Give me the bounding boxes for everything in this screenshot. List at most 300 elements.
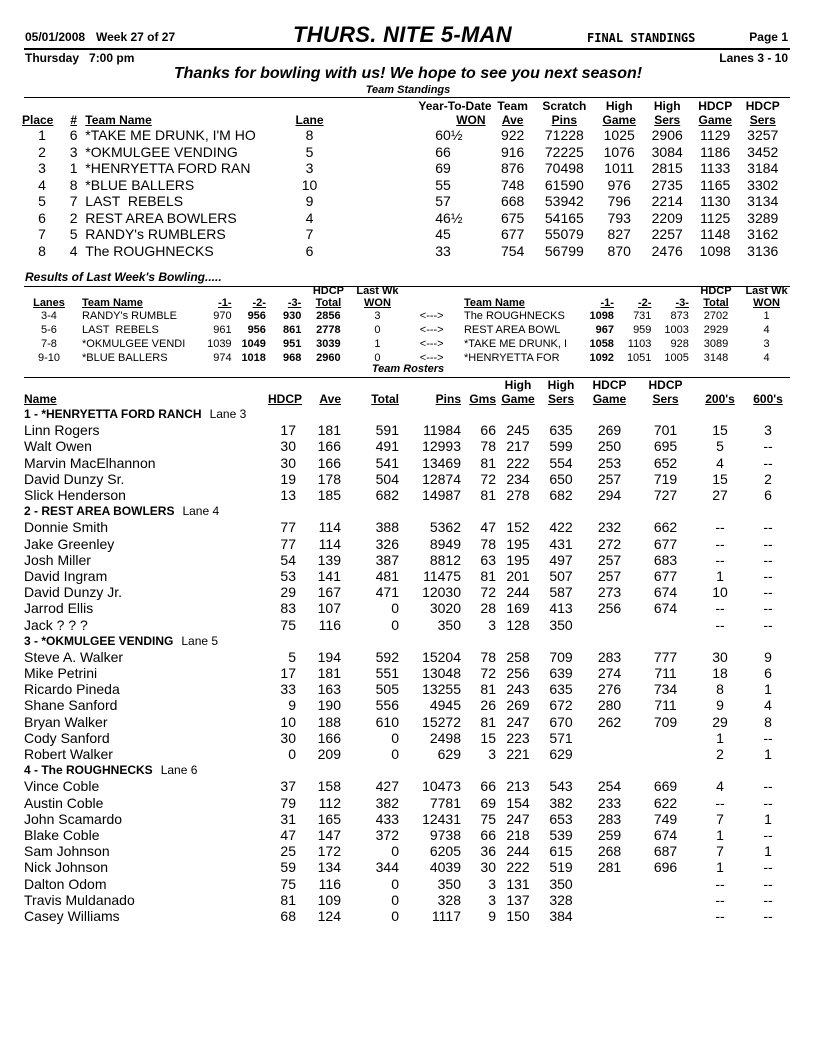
player-200s-cell: -- [715, 551, 725, 568]
player-200s-cell: -- [715, 794, 725, 811]
player-high-game-cell: 247 [506, 810, 530, 827]
player-hdcp-cell: 25 [280, 843, 296, 860]
place-cell: 3 [38, 160, 46, 177]
player-high-game-cell: 218 [506, 826, 530, 843]
player-200s-cell: 1 [716, 567, 724, 584]
player-pins-cell: 13255 [422, 681, 461, 698]
high-series-cell: 2476 [651, 242, 683, 259]
team-b-game3-cell: 1003 [664, 324, 689, 336]
player-hdcp-series-cell: 622 [653, 794, 678, 811]
player-name-cell: Steve A. Walker [24, 648, 124, 665]
roster-team-lane: Lane 4 [182, 504, 220, 519]
player-high-game-cell: 131 [506, 875, 530, 892]
player-600s-cell: 1 [764, 681, 772, 698]
player-high-series-cell: 650 [549, 470, 573, 487]
col-hdcpg: Game [698, 113, 732, 127]
player-600s-cell: -- [763, 891, 773, 908]
col-lane: Lane [295, 113, 324, 127]
player-games-cell: 47 [480, 519, 496, 536]
player-high-series-cell: 497 [549, 551, 573, 568]
player-name-cell: Slick Henderson [24, 487, 126, 504]
player-pins-cell: 6205 [429, 843, 461, 860]
roster-player-row [24, 795, 790, 811]
team-b-game1-cell: 1092 [589, 352, 614, 364]
player-high-game-cell: 258 [506, 648, 530, 665]
player-total-cell: 388 [375, 519, 399, 536]
won-cell: 33 [435, 242, 451, 259]
hdcp-series-cell: 3257 [747, 127, 779, 144]
col-scratch: Pins [551, 113, 578, 127]
player-hdcp-game-cell [582, 746, 637, 762]
standings-rule [24, 97, 790, 98]
player-pins-cell: 12993 [422, 438, 461, 455]
roster-player-row [24, 422, 790, 438]
high-series-cell: 2815 [651, 160, 683, 177]
player-high-game-cell: 213 [506, 778, 530, 795]
team-b-game3-cell: 873 [670, 310, 689, 322]
team-a-won-cell: 3 [374, 310, 381, 322]
player-total-cell: 682 [375, 487, 399, 504]
high-game-cell: 796 [607, 193, 631, 210]
team-a-game3-cell: 930 [282, 310, 302, 322]
player-hdcp-cell: 77 [280, 535, 296, 552]
roster-player-row [24, 600, 790, 616]
player-pins-cell: 10473 [422, 778, 461, 795]
roster-team-heading [24, 762, 790, 778]
roster-player-row [24, 746, 790, 762]
player-600s-cell: 8 [764, 713, 772, 730]
player-total-cell: 504 [375, 470, 399, 487]
player-200s-cell: 1 [716, 826, 724, 843]
player-ave-cell: 165 [317, 810, 341, 827]
player-hdcp-cell: 30 [280, 729, 296, 746]
standings-row [22, 210, 786, 227]
player-high-series-cell: 682 [549, 487, 573, 504]
player-name-cell: Cody Sanford [24, 729, 110, 746]
team-a-game2-cell: 956 [247, 310, 266, 322]
player-200s-cell: 5 [716, 438, 724, 455]
player-hdcp-cell: 19 [280, 470, 296, 487]
high-series-cell: 3084 [651, 143, 683, 160]
versus-arrow: <---> [419, 352, 444, 364]
player-name-cell: Jake Greenley [24, 535, 115, 552]
player-pins-cell: 8812 [429, 551, 461, 568]
player-pins-cell: 4945 [429, 697, 461, 714]
player-pins-cell: 7781 [429, 794, 461, 811]
player-hdcp-series-cell: 711 [654, 697, 677, 714]
place-cell: 6 [38, 209, 46, 226]
col-hg: Game [602, 113, 636, 127]
hdcp-series-cell: 3452 [747, 143, 779, 160]
player-games-cell: 3 [488, 746, 496, 763]
report-date: 05/01/2008 [25, 30, 86, 44]
player-pins-cell: 13048 [422, 665, 461, 682]
player-hdcp-cell: 29 [280, 584, 296, 601]
player-600s-cell: -- [763, 519, 773, 536]
player-games-cell: 3 [488, 875, 496, 892]
player-200s-cell: -- [715, 875, 725, 892]
player-total-cell: 0 [391, 616, 399, 633]
player-hdcp-game-cell: 283 [597, 810, 622, 827]
player-hdcp-game-cell: 257 [597, 470, 622, 487]
week-label: Week 27 of 27 [96, 30, 176, 44]
player-high-series-cell: 413 [549, 600, 573, 617]
player-600s-cell: -- [763, 875, 773, 892]
roster-player-row [24, 455, 790, 471]
page-number: Page 1 [749, 30, 788, 44]
player-200s-cell: -- [715, 907, 725, 924]
lane-cell: 3 [305, 160, 314, 177]
player-200s-cell: 30 [712, 648, 728, 665]
player-600s-cell: 9 [764, 648, 772, 665]
player-pins-cell: 1117 [431, 907, 461, 924]
player-600s-cell: 4 [764, 697, 772, 714]
player-high-game-cell: 247 [506, 713, 530, 730]
player-hdcp-game-cell: 273 [597, 584, 622, 601]
player-ave-cell: 116 [318, 616, 341, 633]
player-total-cell: 344 [375, 859, 399, 876]
player-high-series-cell: 670 [549, 713, 573, 730]
player-high-series-cell: 519 [549, 859, 573, 876]
player-games-cell: 3 [488, 616, 496, 633]
player-high-series-cell: 382 [549, 794, 573, 811]
player-high-series-cell: 431 [549, 535, 573, 552]
player-high-game-cell: 154 [506, 794, 530, 811]
player-hdcp-cell: 75 [280, 616, 296, 633]
high-game-cell: 827 [607, 226, 631, 243]
player-hdcp-cell: 53 [280, 567, 296, 584]
hdcp-series-cell: 3289 [747, 209, 779, 226]
results-section-title: Results of Last Week's Bowling..... [25, 270, 222, 284]
player-total-cell: 0 [391, 729, 399, 746]
roster-player-row [24, 859, 790, 875]
player-600s-cell: -- [763, 438, 773, 455]
res-col-team-a: Team Name [81, 297, 143, 309]
player-high-series-cell: 615 [549, 843, 573, 860]
res-col-g1-a: -1- [218, 297, 232, 309]
high-series-cell: 2209 [651, 209, 683, 226]
lanes-cell: 7-8 [41, 338, 57, 350]
player-ave-cell: 158 [317, 778, 341, 795]
player-total-cell: 491 [375, 438, 399, 455]
player-games-cell: 78 [480, 535, 496, 552]
ros-col-total: Total [371, 392, 399, 406]
player-high-game-cell: 269 [506, 697, 530, 714]
player-ave-cell: 109 [317, 891, 341, 908]
player-hdcp-game-cell [582, 908, 637, 924]
player-hdcp-game-cell: 262 [597, 713, 622, 730]
team-number-cell: 3 [69, 143, 78, 160]
roster-player-row [24, 552, 790, 568]
player-high-series-cell: 350 [549, 875, 573, 892]
hdcp-series-cell: 3136 [747, 242, 779, 259]
player-high-series-cell: 350 [549, 616, 573, 633]
team-number-cell: 7 [69, 193, 78, 210]
player-pins-cell: 12874 [422, 470, 461, 487]
lanes-cell: 9-10 [37, 352, 60, 364]
player-total-cell: 591 [375, 422, 399, 439]
roster-team-lane: Lane 3 [209, 407, 247, 422]
player-200s-cell: 8 [716, 681, 724, 698]
player-pins-cell: 13469 [422, 454, 461, 471]
roster-player-row [24, 875, 790, 891]
place-cell: 1 [38, 127, 46, 144]
player-600s-cell: -- [763, 567, 773, 584]
lane-cell: 8 [305, 127, 314, 144]
lanes-cell: 3-4 [41, 310, 57, 322]
col-scratch-top: Scratch [542, 99, 587, 113]
player-hdcp-series-cell [637, 908, 694, 924]
lane-cell: 10 [301, 176, 318, 193]
high-game-cell: 1011 [604, 160, 635, 177]
player-hdcp-game-cell: 256 [597, 600, 622, 617]
team-a-game1-cell: 961 [213, 324, 232, 336]
player-600s-cell: -- [763, 794, 773, 811]
high-game-cell: 976 [607, 176, 631, 193]
roster-player-row [24, 487, 790, 503]
hdcp-series-cell: 3162 [747, 226, 779, 243]
ave-cell: 748 [500, 176, 525, 193]
player-hdcp-cell: 17 [280, 665, 296, 682]
team-b-cell: REST AREA BOWL [463, 324, 561, 336]
team-a-game3-cell: 861 [282, 324, 302, 336]
team-b-game2-cell: 959 [633, 324, 652, 336]
team-b-game1-cell: 1098 [589, 310, 614, 322]
player-name-cell: Travis Muldanado [24, 891, 135, 908]
ros-col-name: Name [24, 392, 57, 406]
player-games-cell: 36 [480, 843, 496, 860]
player-hdcp-cell: 13 [280, 487, 296, 504]
team-name-cell: *TAKE ME DRUNK, I'M HO [85, 127, 256, 144]
roster-team-title: 1 - *HENRYETTA FORD RANCH [24, 407, 202, 422]
player-name-cell: Jarrod Ellis [24, 600, 94, 617]
player-name-cell: Shane Sanford [24, 697, 118, 714]
player-pins-cell: 11984 [423, 422, 461, 439]
player-name-cell: Blake Coble [24, 826, 100, 843]
player-600s-cell: 2 [764, 470, 772, 487]
player-games-cell: 66 [480, 422, 496, 439]
team-b-won-cell: 3 [763, 338, 770, 350]
team-a-game3-cell: 968 [282, 352, 302, 364]
player-games-cell: 30 [480, 859, 496, 876]
ros-hs-top: High [547, 378, 575, 392]
player-high-series-cell: 672 [549, 697, 573, 714]
hdcp-game-cell: 1133 [700, 160, 731, 177]
player-hdcp-series-cell: 734 [653, 681, 678, 698]
res-won-top-a: Last Wk [356, 285, 399, 297]
player-high-game-cell: 223 [506, 729, 530, 746]
roster-team-heading [24, 503, 790, 519]
team-b-game1-cell: 967 [595, 324, 614, 336]
team-b-total-cell: 3089 [703, 338, 729, 350]
ros-col-gms: Gms [469, 392, 496, 406]
ros-col-pins: Pins [435, 392, 461, 406]
team-b-cell: *TAKE ME DRUNK, I [463, 338, 568, 350]
standings-row [22, 127, 786, 144]
roster-team-header [24, 762, 790, 778]
res-hdcp-top-b: HDCP [700, 285, 732, 297]
player-hdcp-cell: 30 [280, 454, 296, 471]
roster-player-row [24, 616, 790, 632]
player-name-cell: Vince Coble [24, 778, 100, 795]
player-hdcp-series-cell [637, 746, 694, 762]
player-games-cell: 66 [480, 778, 496, 795]
player-hdcp-cell: 0 [288, 746, 296, 763]
high-game-cell: 1025 [603, 127, 635, 144]
ros-col-hdg: Game [592, 392, 627, 406]
player-600s-cell: 3 [764, 422, 772, 439]
ave-cell: 876 [500, 160, 525, 177]
team-b-game2-cell: 1103 [627, 338, 652, 350]
player-hdcp-cell: 9 [288, 697, 296, 714]
player-hdcp-game-cell: 233 [597, 794, 622, 811]
team-name-cell: *OKMULGEE VENDING [85, 143, 238, 160]
player-high-series-cell: 571 [549, 729, 573, 746]
res-col-g3-b: -3- [675, 297, 689, 309]
team-a-cell: *BLUE BALLERS [81, 352, 168, 364]
player-200s-cell: 7 [716, 843, 724, 860]
ros-col-hds: Sers [652, 392, 679, 406]
team-a-total-cell: 2778 [316, 324, 341, 336]
day-time: Thursday 7:00 pm [25, 51, 135, 65]
rosters-table [24, 378, 790, 924]
player-pins-cell: 15272 [422, 713, 461, 730]
lanes-cell: 5-6 [41, 324, 57, 336]
team-b-won-cell: 4 [763, 352, 770, 364]
player-high-game-cell: 244 [506, 843, 530, 860]
player-total-cell: 0 [391, 907, 399, 924]
player-high-game-cell: 169 [506, 600, 530, 617]
player-name-cell: Jack ? ? ? [24, 616, 88, 633]
player-hdcp-series-cell: 696 [653, 859, 678, 876]
player-name-cell: Bryan Walker [24, 713, 108, 730]
player-hdcp-series-cell: 687 [653, 843, 678, 860]
player-hdcp-cell: 79 [280, 794, 296, 811]
hdcp-game-cell: 1165 [700, 176, 731, 193]
roster-player-row [24, 536, 790, 552]
player-total-cell: 326 [375, 535, 399, 552]
hdcp-game-cell: 1129 [700, 127, 731, 144]
standings-row [22, 177, 786, 194]
player-name-cell: John Scamardo [24, 810, 123, 827]
player-name-cell: Robert Walker [24, 746, 113, 763]
ros-col-200: 200's [705, 392, 735, 406]
player-games-cell: 9 [488, 907, 496, 924]
col-place: Place [22, 113, 54, 127]
roster-player-row [24, 714, 790, 730]
player-high-series-cell: 635 [549, 422, 573, 439]
player-high-series-cell: 384 [549, 907, 573, 924]
team-a-game3-cell: 951 [282, 338, 302, 350]
player-ave-cell: 114 [318, 535, 341, 552]
player-pins-cell: 8949 [429, 535, 461, 552]
player-ave-cell: 172 [317, 843, 341, 860]
player-ave-cell: 134 [317, 859, 341, 876]
player-hdcp-series-cell [637, 616, 694, 632]
player-hdcp-game-cell: 253 [597, 454, 622, 471]
ros-col-ave: Ave [319, 392, 341, 406]
player-600s-cell: -- [763, 907, 773, 924]
player-pins-cell: 5362 [429, 519, 461, 536]
player-600s-cell: 6 [764, 487, 772, 504]
roster-player-row [24, 827, 790, 843]
player-600s-cell: -- [763, 826, 773, 843]
scratch-pins-cell: 53942 [544, 193, 584, 210]
player-hdcp-game-cell: 276 [597, 681, 622, 698]
player-hdcp-series-cell [637, 892, 694, 908]
results-table [24, 285, 790, 365]
roster-team-title: 4 - The ROUGHNECKS [24, 763, 153, 778]
hdcp-game-cell: 1098 [699, 242, 731, 259]
hdcp-game-cell: 1186 [700, 143, 731, 160]
player-games-cell: 3 [488, 891, 496, 908]
standings-row [22, 144, 786, 161]
scratch-pins-cell: 56799 [544, 242, 584, 259]
player-pins-cell: 12431 [422, 810, 461, 827]
roster-player-row [24, 519, 790, 535]
scratch-pins-cell: 55079 [544, 226, 584, 243]
player-ave-cell: 124 [317, 907, 341, 924]
player-pins-cell: 350 [437, 616, 461, 633]
player-pins-cell: 15204 [422, 648, 461, 665]
player-600s-cell: -- [763, 454, 773, 471]
lane-cell: 5 [305, 143, 314, 160]
player-hdcp-series-cell: 662 [653, 519, 678, 536]
player-high-series-cell: 629 [549, 746, 573, 763]
player-pins-cell: 3020 [429, 600, 461, 617]
player-ave-cell: 181 [317, 665, 341, 682]
player-ave-cell: 166 [317, 438, 341, 455]
player-hdcp-cell: 31 [280, 810, 296, 827]
player-hdcp-cell: 33 [280, 681, 296, 698]
player-600s-cell: -- [763, 859, 773, 876]
player-600s-cell: 1 [764, 746, 772, 763]
res-col-g2-b: -2- [637, 297, 652, 309]
player-name-cell: Nick Johnson [24, 859, 109, 876]
versus-arrow: <---> [419, 310, 444, 322]
player-200s-cell: 15 [712, 422, 728, 439]
player-high-game-cell: 234 [506, 470, 530, 487]
place-cell: 4 [38, 176, 46, 193]
lane-cell: 9 [305, 193, 314, 210]
player-ave-cell: 209 [317, 746, 341, 763]
team-a-total-cell: 2856 [316, 310, 341, 322]
player-hdcp-game-cell: 294 [597, 487, 622, 504]
team-b-total-cell: 2929 [703, 324, 729, 336]
player-hdcp-series-cell: 709 [653, 713, 678, 730]
player-hdcp-game-cell [582, 616, 637, 632]
player-hdcp-cell: 83 [280, 600, 296, 617]
player-name-cell: Marvin MacElhannon [24, 454, 156, 471]
roster-team-lane: Lane 6 [160, 763, 198, 778]
high-series-cell: 2257 [651, 226, 683, 243]
res-col-total-a: Total [315, 297, 342, 309]
player-200s-cell: 4 [716, 778, 724, 795]
player-hdcp-game-cell: 274 [597, 665, 622, 682]
ros-col-600: 600's [753, 392, 783, 406]
player-ave-cell: 114 [318, 519, 341, 536]
player-high-game-cell: 195 [506, 551, 530, 568]
player-hdcp-game-cell: 250 [597, 438, 622, 455]
player-total-cell: 551 [375, 665, 399, 682]
ros-col-hs: Sers [547, 392, 575, 406]
player-hdcp-series-cell [637, 730, 694, 746]
high-series-cell: 2735 [651, 176, 683, 193]
team-a-game1-cell: 970 [213, 310, 232, 322]
player-games-cell: 69 [480, 794, 496, 811]
player-hdcp-cell: 77 [280, 519, 296, 536]
col-hdcps-top: HDCP [745, 99, 780, 113]
